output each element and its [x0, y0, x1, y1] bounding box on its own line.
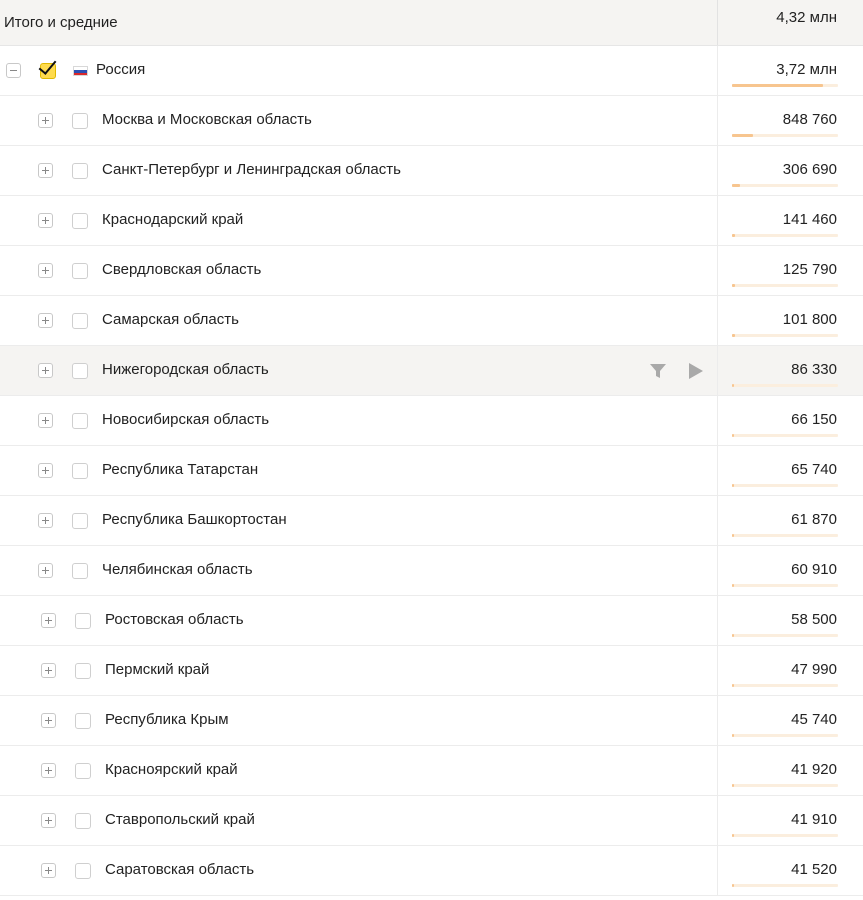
table-row[interactable]	[0, 346, 863, 396]
row-checkbox[interactable]	[72, 213, 88, 229]
expand-icon[interactable]	[41, 713, 56, 728]
row-value: 47 990	[791, 661, 837, 678]
table-row[interactable]	[0, 546, 863, 596]
share-bar	[732, 584, 838, 587]
row-label[interactable]: Пермский край	[105, 661, 210, 678]
row-checkbox[interactable]	[75, 663, 91, 679]
row-value: 141 460	[782, 211, 837, 228]
row-checkbox[interactable]	[75, 613, 91, 629]
share-bar-fill	[732, 684, 734, 687]
share-bar	[732, 234, 838, 237]
row-actions	[649, 362, 703, 380]
share-bar	[732, 484, 838, 487]
row-checkbox[interactable]	[40, 63, 56, 79]
row-label[interactable]: Россия	[96, 61, 146, 78]
table-row[interactable]	[0, 796, 863, 846]
row-value: 58 500	[791, 611, 837, 628]
expand-icon[interactable]	[38, 513, 53, 528]
row-checkbox[interactable]	[75, 863, 91, 879]
share-bar-fill	[732, 334, 735, 337]
table-row[interactable]	[0, 446, 863, 496]
collapse-icon[interactable]	[6, 63, 21, 78]
row-value: 86 330	[791, 361, 837, 378]
expand-icon[interactable]	[41, 613, 56, 628]
share-bar-fill	[732, 734, 734, 737]
row-value: 848 760	[782, 111, 837, 128]
row-value: 65 740	[791, 461, 837, 478]
share-bar-fill	[732, 234, 735, 237]
row-value: 101 800	[782, 311, 837, 328]
totals-value: 4,32 млн	[776, 9, 837, 26]
row-label[interactable]: Санкт-Петербург и Ленинградская область	[102, 161, 401, 178]
row-label[interactable]: Новосибирская область	[102, 411, 270, 428]
row-value: 306 690	[782, 161, 837, 178]
share-bar	[732, 834, 838, 837]
share-bar-fill	[732, 584, 734, 587]
share-bar-fill	[732, 784, 734, 787]
expand-icon[interactable]	[38, 463, 53, 478]
row-checkbox[interactable]	[72, 313, 88, 329]
table-row[interactable]	[0, 46, 863, 96]
share-bar-fill	[732, 484, 734, 487]
row-label[interactable]: Краснодарский край	[102, 211, 244, 228]
row-checkbox[interactable]	[75, 713, 91, 729]
row-label[interactable]: Республика Татарстан	[102, 461, 259, 478]
share-bar-fill	[732, 884, 734, 887]
row-value: 3,72 млн	[776, 61, 837, 78]
filter-icon[interactable]	[649, 362, 667, 380]
expand-icon[interactable]	[38, 363, 53, 378]
row-checkbox[interactable]	[75, 763, 91, 779]
share-bar	[732, 334, 838, 337]
row-label[interactable]: Республика Башкортостан	[102, 511, 287, 528]
expand-icon[interactable]	[38, 263, 53, 278]
row-label[interactable]: Республика Крым	[105, 711, 229, 728]
ru-flag-icon	[73, 66, 88, 76]
expand-icon[interactable]	[38, 563, 53, 578]
row-checkbox[interactable]	[72, 563, 88, 579]
table-row[interactable]	[0, 396, 863, 446]
row-label[interactable]: Самарская область	[102, 311, 239, 328]
share-bar	[732, 634, 838, 637]
row-label[interactable]: Ставропольский край	[105, 811, 255, 828]
row-checkbox[interactable]	[75, 813, 91, 829]
row-label[interactable]: Свердловская область	[102, 261, 262, 278]
share-bar	[732, 534, 838, 537]
table-row[interactable]	[0, 746, 863, 796]
row-checkbox[interactable]	[72, 263, 88, 279]
share-bar	[732, 384, 838, 387]
expand-icon[interactable]	[41, 813, 56, 828]
table-row[interactable]	[0, 596, 863, 646]
share-bar-fill	[732, 534, 734, 537]
share-bar	[732, 134, 838, 137]
expand-icon[interactable]	[41, 663, 56, 678]
expand-icon[interactable]	[38, 313, 53, 328]
expand-icon[interactable]	[38, 413, 53, 428]
table-row[interactable]	[0, 496, 863, 546]
table-row[interactable]	[0, 96, 863, 146]
share-bar	[732, 734, 838, 737]
totals-title: Итого и средние	[4, 14, 118, 31]
row-value: 60 910	[791, 561, 837, 578]
row-value: 45 740	[791, 711, 837, 728]
table-row[interactable]	[0, 696, 863, 746]
share-bar-fill	[732, 634, 734, 637]
row-value: 41 920	[791, 761, 837, 778]
share-bar	[732, 284, 838, 287]
row-checkbox[interactable]	[72, 363, 88, 379]
row-value: 41 520	[791, 861, 837, 878]
play-icon[interactable]	[689, 363, 703, 379]
expand-icon[interactable]	[38, 213, 53, 228]
checkmark-icon	[39, 56, 57, 75]
table-row[interactable]	[0, 146, 863, 196]
share-bar	[732, 884, 838, 887]
table-row[interactable]	[0, 196, 863, 246]
row-label[interactable]: Москва и Московская область	[102, 111, 312, 128]
expand-icon[interactable]	[41, 863, 56, 878]
table-row[interactable]	[0, 296, 863, 346]
row-checkbox[interactable]	[72, 163, 88, 179]
share-bar-fill	[732, 434, 734, 437]
row-checkbox[interactable]	[72, 463, 88, 479]
row-label[interactable]: Ростовская область	[105, 611, 244, 628]
row-label[interactable]: Красноярский край	[105, 761, 238, 778]
table-row[interactable]	[0, 846, 863, 896]
row-checkbox[interactable]	[72, 413, 88, 429]
share-bar	[732, 434, 838, 437]
row-value: 66 150	[791, 411, 837, 428]
share-bar-fill	[732, 134, 753, 137]
share-bar	[732, 84, 838, 87]
table-row[interactable]	[0, 246, 863, 296]
expand-icon[interactable]	[41, 763, 56, 778]
share-bar	[732, 784, 838, 787]
share-bar-fill	[732, 384, 734, 387]
share-bar-fill	[732, 84, 823, 87]
expand-icon[interactable]	[38, 113, 53, 128]
row-value: 41 910	[791, 811, 837, 828]
share-bar-fill	[732, 284, 735, 287]
row-value: 61 870	[791, 511, 837, 528]
row-label[interactable]: Саратовская область	[105, 861, 255, 878]
share-bar-fill	[732, 834, 734, 837]
row-checkbox[interactable]	[72, 513, 88, 529]
table-row[interactable]	[0, 646, 863, 696]
share-bar	[732, 184, 838, 187]
row-label[interactable]: Нижегородская область	[102, 361, 269, 378]
expand-icon[interactable]	[38, 163, 53, 178]
row-label[interactable]: Челябинская область	[102, 561, 253, 578]
totals-row	[0, 0, 863, 46]
row-value: 125 790	[782, 261, 837, 278]
share-bar	[732, 684, 838, 687]
share-bar-fill	[732, 184, 740, 187]
row-checkbox[interactable]	[72, 113, 88, 129]
table-body	[0, 46, 863, 896]
